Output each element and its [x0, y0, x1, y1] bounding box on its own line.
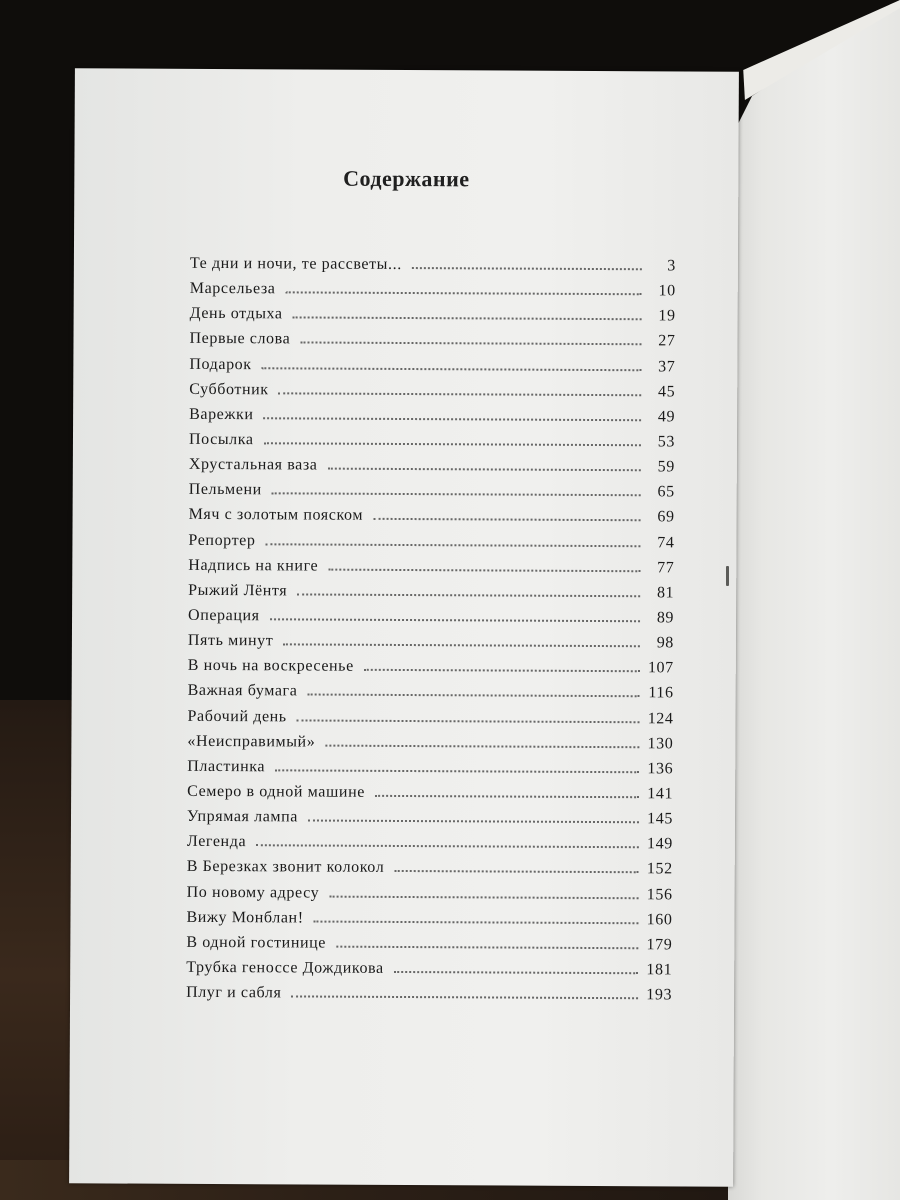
dot-leader: [262, 366, 642, 371]
toc-entry-title: В одной гостинице: [186, 933, 327, 952]
toc-entry: [188, 607, 674, 635]
dot-leader: [336, 944, 638, 949]
toc-entry: [188, 632, 674, 660]
toc-entry: [188, 657, 674, 685]
dot-leader: [297, 592, 640, 597]
dot-leader: [297, 718, 640, 723]
toc-entry: [187, 758, 673, 786]
toc-entry-title: Подарок: [189, 355, 252, 373]
dot-leader: [283, 642, 640, 647]
toc-entry: [188, 582, 674, 610]
toc-entry: [189, 381, 675, 409]
toc-entry: [187, 707, 673, 735]
toc-entry-title: Пять минут: [187, 631, 274, 650]
toc-entry-page-number: 81: [656, 584, 675, 602]
dot-leader: [291, 994, 638, 999]
toc-entry-title: Марсельеза: [189, 280, 276, 298]
toc-entry-title: Репортер: [188, 531, 256, 549]
table-of-contents: [186, 255, 676, 1012]
toc-entry-page-number: 19: [658, 307, 676, 325]
toc-entry-title: Упрямая лампа: [186, 807, 299, 826]
toc-entry-title: По новому адресу: [186, 883, 320, 902]
dot-leader: [327, 467, 640, 472]
toc-entry: [189, 481, 675, 509]
toc-entry: [186, 959, 672, 987]
toc-entry: [189, 406, 675, 434]
toc-entry-page-number: 124: [647, 709, 674, 727]
toc-entry-page-number: 65: [657, 483, 675, 501]
toc-entry-page-number: 152: [646, 860, 673, 878]
dot-leader: [328, 567, 640, 572]
toc-entry-title: День отдыха: [189, 305, 283, 323]
toc-entry: [190, 305, 676, 333]
toc-entry-title: В Березках звонит колокол: [186, 858, 385, 877]
toc-entry-page-number: 74: [657, 533, 675, 551]
toc-entry-title: Семеро в одной машине: [187, 782, 366, 801]
toc-entry: [187, 808, 673, 836]
toc-entry: [186, 934, 672, 962]
toc-entry-page-number: 181: [646, 961, 673, 979]
toc-entry-title: Мяч с золотым пояском: [188, 506, 364, 525]
toc-entry-title: Первые слова: [189, 330, 291, 348]
page-title: Содержание: [343, 165, 470, 192]
toc-entry-title: Рабочий день: [187, 707, 287, 725]
dot-leader: [394, 869, 638, 873]
toc-entry-title: Вижу Монблан!: [186, 908, 304, 927]
dot-leader: [314, 919, 639, 924]
toc-entry-page-number: 77: [657, 559, 675, 577]
toc-entry: [188, 557, 674, 585]
toc-entry: [190, 255, 676, 283]
dot-leader: [275, 768, 639, 773]
toc-entry-title: «Неисправимый»: [187, 732, 316, 751]
toc-entry-title: Легенда: [186, 833, 247, 851]
toc-entry-title: Пластинка: [187, 757, 266, 776]
dot-leader: [265, 542, 640, 547]
toc-entry-page-number: 193: [646, 986, 673, 1004]
toc-entry: [190, 280, 676, 308]
toc-entry-title: Трубка геноссе Дождикова: [186, 958, 384, 977]
dot-leader: [412, 266, 642, 270]
dot-leader: [300, 341, 641, 346]
toc-entry: [186, 909, 672, 937]
dot-leader: [272, 492, 641, 497]
toc-entry-page-number: 179: [646, 936, 673, 954]
toc-entry-page-number: 130: [647, 734, 674, 753]
book-page: [69, 68, 739, 1186]
toc-entry: [187, 733, 673, 761]
toc-entry-page-number: 37: [658, 357, 676, 375]
dot-leader: [329, 894, 638, 899]
toc-entry-page-number: 10: [658, 282, 676, 300]
toc-entry-title: Варежки: [189, 405, 254, 424]
toc-entry-page-number: 27: [658, 332, 676, 350]
toc-entry-page-number: 141: [647, 785, 674, 803]
toc-entry: [187, 833, 673, 861]
page-fold-mark: [726, 566, 729, 586]
dot-leader: [270, 617, 640, 622]
toc-entry-title: Субботник: [189, 380, 269, 398]
toc-entry: [187, 883, 673, 911]
dot-leader: [373, 517, 641, 521]
toc-entry-page-number: 160: [646, 910, 673, 929]
toc-entry: [188, 682, 674, 710]
toc-entry: [186, 984, 672, 1012]
toc-entry: [189, 506, 675, 534]
toc-entry: [189, 355, 675, 383]
dot-leader: [375, 794, 639, 798]
toc-entry-page-number: 49: [657, 408, 676, 426]
toc-entry-title: Операция: [188, 606, 260, 625]
toc-entry-page-number: 98: [656, 634, 674, 652]
toc-entry: [187, 858, 673, 886]
toc-entry-title: В ночь на воскресенье: [187, 657, 354, 675]
toc-entry-page-number: 136: [647, 760, 674, 778]
toc-entry: [189, 456, 675, 484]
toc-entry-title: Посылка: [188, 430, 254, 449]
dot-leader: [256, 843, 639, 848]
toc-entry-page-number: 53: [657, 433, 676, 451]
toc-entry-title: Надпись на книге: [188, 556, 319, 575]
toc-entry-title: Хрустальная ваза: [188, 455, 318, 474]
toc-entry-title: Плуг и сабля: [186, 983, 282, 1002]
dot-leader: [364, 668, 640, 672]
toc-entry-page-number: 69: [657, 508, 675, 526]
dot-leader: [293, 316, 642, 321]
dot-leader: [325, 743, 639, 748]
toc-entry-page-number: 59: [657, 458, 675, 476]
toc-entry: [189, 330, 675, 358]
toc-entry-page-number: 149: [647, 835, 673, 853]
dot-leader: [394, 970, 638, 974]
dot-leader: [279, 391, 642, 396]
toc-entry: [187, 783, 673, 811]
toc-entry-page-number: 156: [646, 885, 673, 903]
toc-entry: [189, 431, 675, 459]
dot-leader: [264, 441, 641, 446]
dot-leader: [285, 291, 641, 296]
toc-entry-page-number: 107: [647, 659, 674, 677]
facing-book-page: [728, 0, 900, 1200]
toc-entry: [188, 531, 674, 559]
dot-leader: [308, 819, 639, 824]
toc-entry-title: Важная бумага: [187, 682, 298, 700]
toc-entry-page-number: 89: [656, 609, 675, 627]
toc-entry-page-number: 3: [667, 257, 676, 275]
toc-entry-page-number: 45: [657, 383, 676, 401]
dot-leader: [264, 416, 642, 421]
dot-leader: [307, 693, 639, 698]
toc-entry-page-number: 116: [648, 684, 674, 702]
toc-entry-title: Пельмени: [188, 481, 262, 499]
toc-entry-title: Рыжий Лёнтя: [188, 581, 288, 600]
toc-entry-page-number: 145: [647, 810, 674, 828]
toc-entry-title: Те дни и ночи, те рассветы...: [189, 254, 402, 273]
